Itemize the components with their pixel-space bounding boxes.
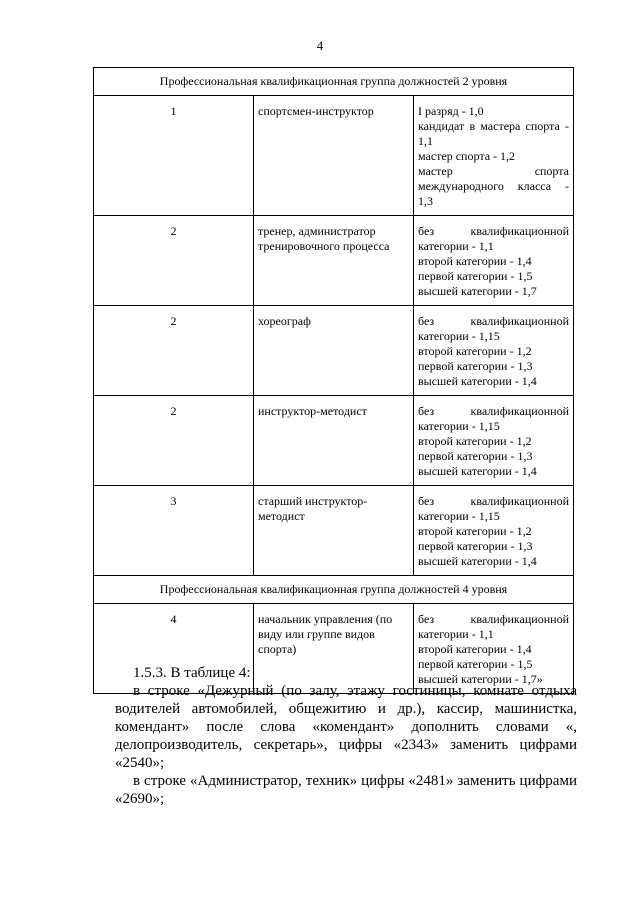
coefficient-line: категории - 1,1	[418, 627, 494, 641]
qualification-level-cell: 2	[94, 396, 254, 486]
coefficient-line: высшей категории - 1,7	[418, 284, 537, 298]
coefficient-line: без квалификационной	[418, 612, 569, 626]
group-header: Профессиональная квалификационная группа должностей 4 уровня	[94, 576, 574, 604]
coefficient-line: высшей категории - 1,4	[418, 554, 537, 568]
position-title-cell: старший инструктор-методист	[254, 486, 414, 576]
table-row	[94, 306, 574, 396]
group-header: Профессиональная квалификационная группа должностей 2 уровня	[94, 68, 574, 96]
coefficient-line: второй категории - 1,2	[418, 344, 532, 358]
coefficient-line: международного класса -	[418, 179, 569, 193]
table-row	[94, 396, 574, 486]
coefficient-line: первой категории - 1,3	[418, 359, 533, 373]
qualification-level-cell: 4	[94, 604, 254, 694]
coefficient-line: второй категории - 1,4	[418, 254, 532, 268]
coefficient-line: высшей категории - 1,4	[418, 464, 537, 478]
coefficient-line: второй категории - 1,2	[418, 524, 532, 538]
qualification-level-cell: 1	[94, 96, 254, 216]
page-number: 4	[316, 38, 324, 53]
coefficient-line: первой категории - 1,3	[418, 449, 533, 463]
coefficient-line: первой категории - 1,5	[418, 657, 533, 671]
coefficient-line: второй категории - 1,2	[418, 434, 532, 448]
amendment-instructions	[115, 664, 577, 808]
coefficient-line: без квалификационной	[418, 404, 569, 418]
coefficient-cell	[414, 486, 574, 576]
qualification-level-cell: 2	[94, 306, 254, 396]
coefficient-cell	[414, 216, 574, 306]
group-header-row	[94, 576, 574, 604]
qualification-level-cell: 2	[94, 216, 254, 306]
table-row	[94, 486, 574, 576]
coefficient-line: категории - 1,15	[418, 329, 500, 343]
position-title-cell: спортсмен-инструктор	[254, 96, 414, 216]
coefficient-cell	[414, 96, 574, 216]
coefficient-cell	[414, 396, 574, 486]
qualification-table-body	[94, 68, 574, 694]
coefficient-line: категории - 1,15	[418, 509, 500, 523]
coefficient-cell	[414, 306, 574, 396]
coefficient-line: мастер спорта	[418, 164, 569, 178]
coefficient-line: кандидат в мастера спорта -	[418, 119, 569, 133]
table-row	[94, 96, 574, 216]
position-title-cell: хореограф	[254, 306, 414, 396]
coefficient-line: первой категории - 1,3	[418, 539, 533, 553]
coefficient-line: без квалификационной	[418, 314, 569, 328]
coefficient-line: высшей категории - 1,7»	[418, 672, 543, 686]
coefficient-line: первой категории - 1,5	[418, 269, 533, 283]
table-row	[94, 216, 574, 306]
qualification-level-cell: 3	[94, 486, 254, 576]
group-header-row	[94, 68, 574, 96]
position-title-cell: инструктор-методист	[254, 396, 414, 486]
coefficient-line: без квалификационной	[418, 494, 569, 508]
amendment-paragraph-1: в строке «Дежурный (по залу, этажу гостиницы, комнате отдыха водителей автомобилей, общежитию и др.), кассир, машинистка, комендант» после слова «комендант» дополнить словами «, делопроизводитель, секретарь», цифры «2343» заменить цифрами «2540»;	[115, 683, 577, 771]
position-title-cell: тренер, администратор тренировочного процесса	[254, 216, 414, 306]
amendment-paragraph-2: в строке «Администратор, техник» цифры «2481» заменить цифрами «2690»;	[115, 773, 577, 807]
coefficient-line: второй категории - 1,4	[418, 642, 532, 656]
coefficient-line: высшей категории - 1,4	[418, 374, 537, 388]
qualification-table	[93, 67, 574, 694]
section-heading: 1.5.3. В таблице 4:	[133, 665, 251, 681]
coefficient-line: категории - 1,15	[418, 419, 500, 433]
coefficient-line: 1,3	[418, 194, 433, 208]
position-title-cell: начальник управления (по виду или группе видов спорта)	[254, 604, 414, 694]
coefficient-line: категории - 1,1	[418, 239, 494, 253]
coefficient-line: без квалификационной	[418, 224, 569, 238]
coefficient-line: мастер спорта - 1,2	[418, 149, 516, 163]
coefficient-line: I разряд - 1,0	[418, 104, 484, 118]
coefficient-line: 1,1	[418, 134, 433, 148]
